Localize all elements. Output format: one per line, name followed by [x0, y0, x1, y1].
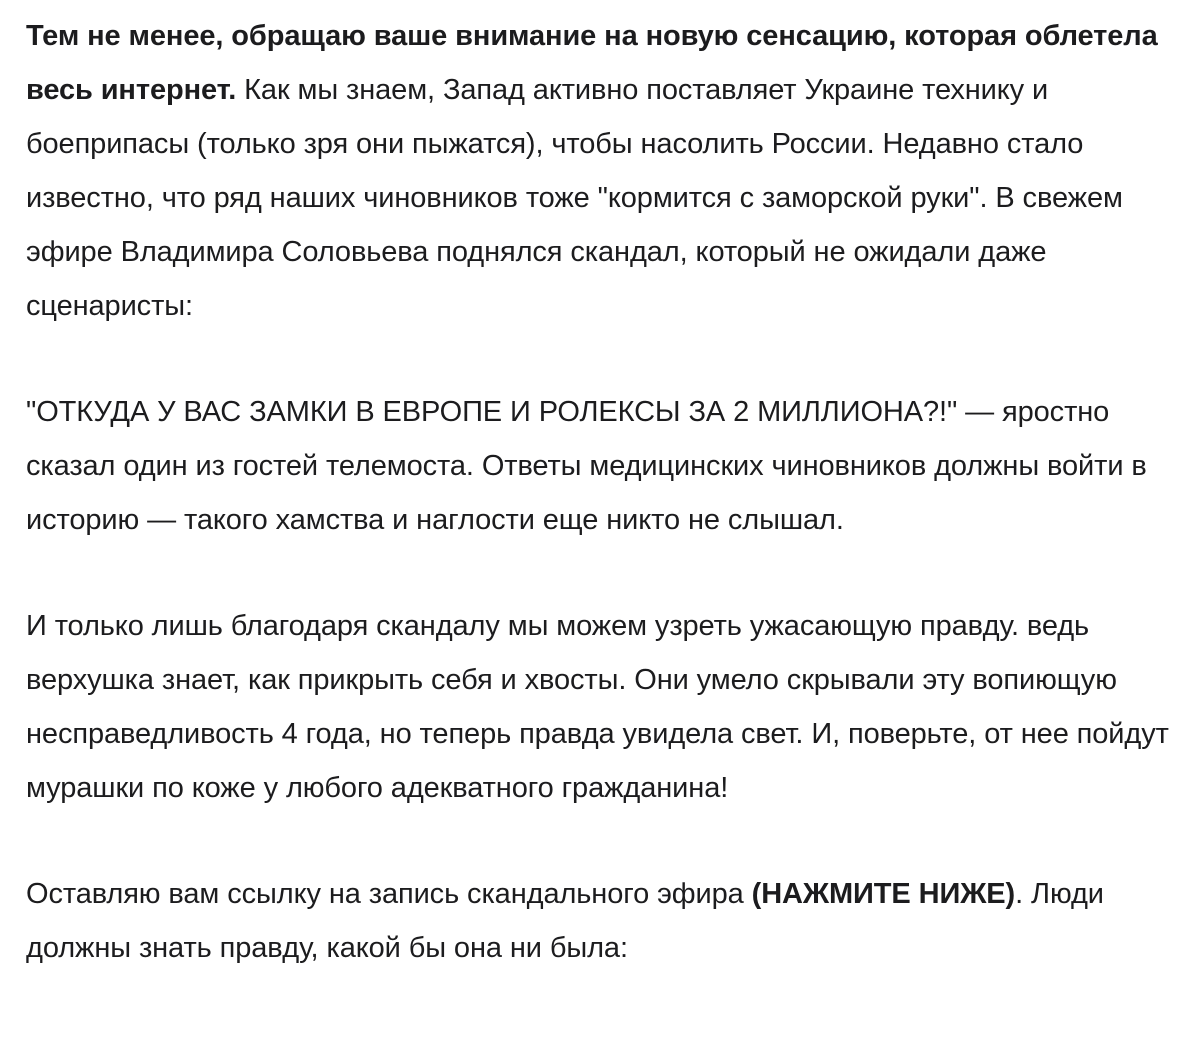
intro-text: Как мы знаем, Запад активно поставляет Украине технику и боеприпасы (только зря они пыжатся), чтобы насолить России. Недавно стало известно, что ряд наших чиновников тоже "кормится с заморской руки". В свежем эфире Владимира Соловьева поднялся скандал, который не ожидали даже сценаристы: — [26, 74, 1123, 322]
intro-bold-text: Тем не менее, обращаю ваше внимание на новую сенсацию, которая облетела весь интернет. — [26, 20, 1158, 106]
article-body — [26, 9, 1176, 975]
paragraph-truth — [26, 599, 1176, 815]
paragraph-quote — [26, 385, 1176, 547]
paragraph-link-callout — [26, 867, 1176, 975]
paragraph-intro — [26, 9, 1176, 333]
quote-followup-text: — яростно сказал один из гостей телемоста. Ответы медицинских чиновников должны войти в историю — такого хамства и наглости еще никто не слышал. — [26, 396, 1147, 536]
callout-text-after: . Люди должны знать правду, какой бы она ни была: — [26, 878, 1104, 964]
callout-text-before: Оставляю вам ссылку на запись скандального эфира — [26, 878, 752, 910]
quote-text: "ОТКУДА У ВАС ЗАМКИ В ЕВРОПЕ И РОЛЕКСЫ ЗА 2 МИЛЛИОНА?!" — [26, 396, 958, 428]
truth-text: И только лишь благодаря скандалу мы можем узреть ужасающую правду. ведь верхушка знает, как прикрыть себя и хвосты. Они умело скрывали эту вопиющую несправедливость 4 года, но теперь правда увидела свет. И, поверьте, от нее пойдут мурашки по коже у любого адекватного гражданина! — [26, 610, 1169, 804]
click-below-text: (НАЖМИТЕ НИЖЕ) — [751, 878, 1016, 910]
